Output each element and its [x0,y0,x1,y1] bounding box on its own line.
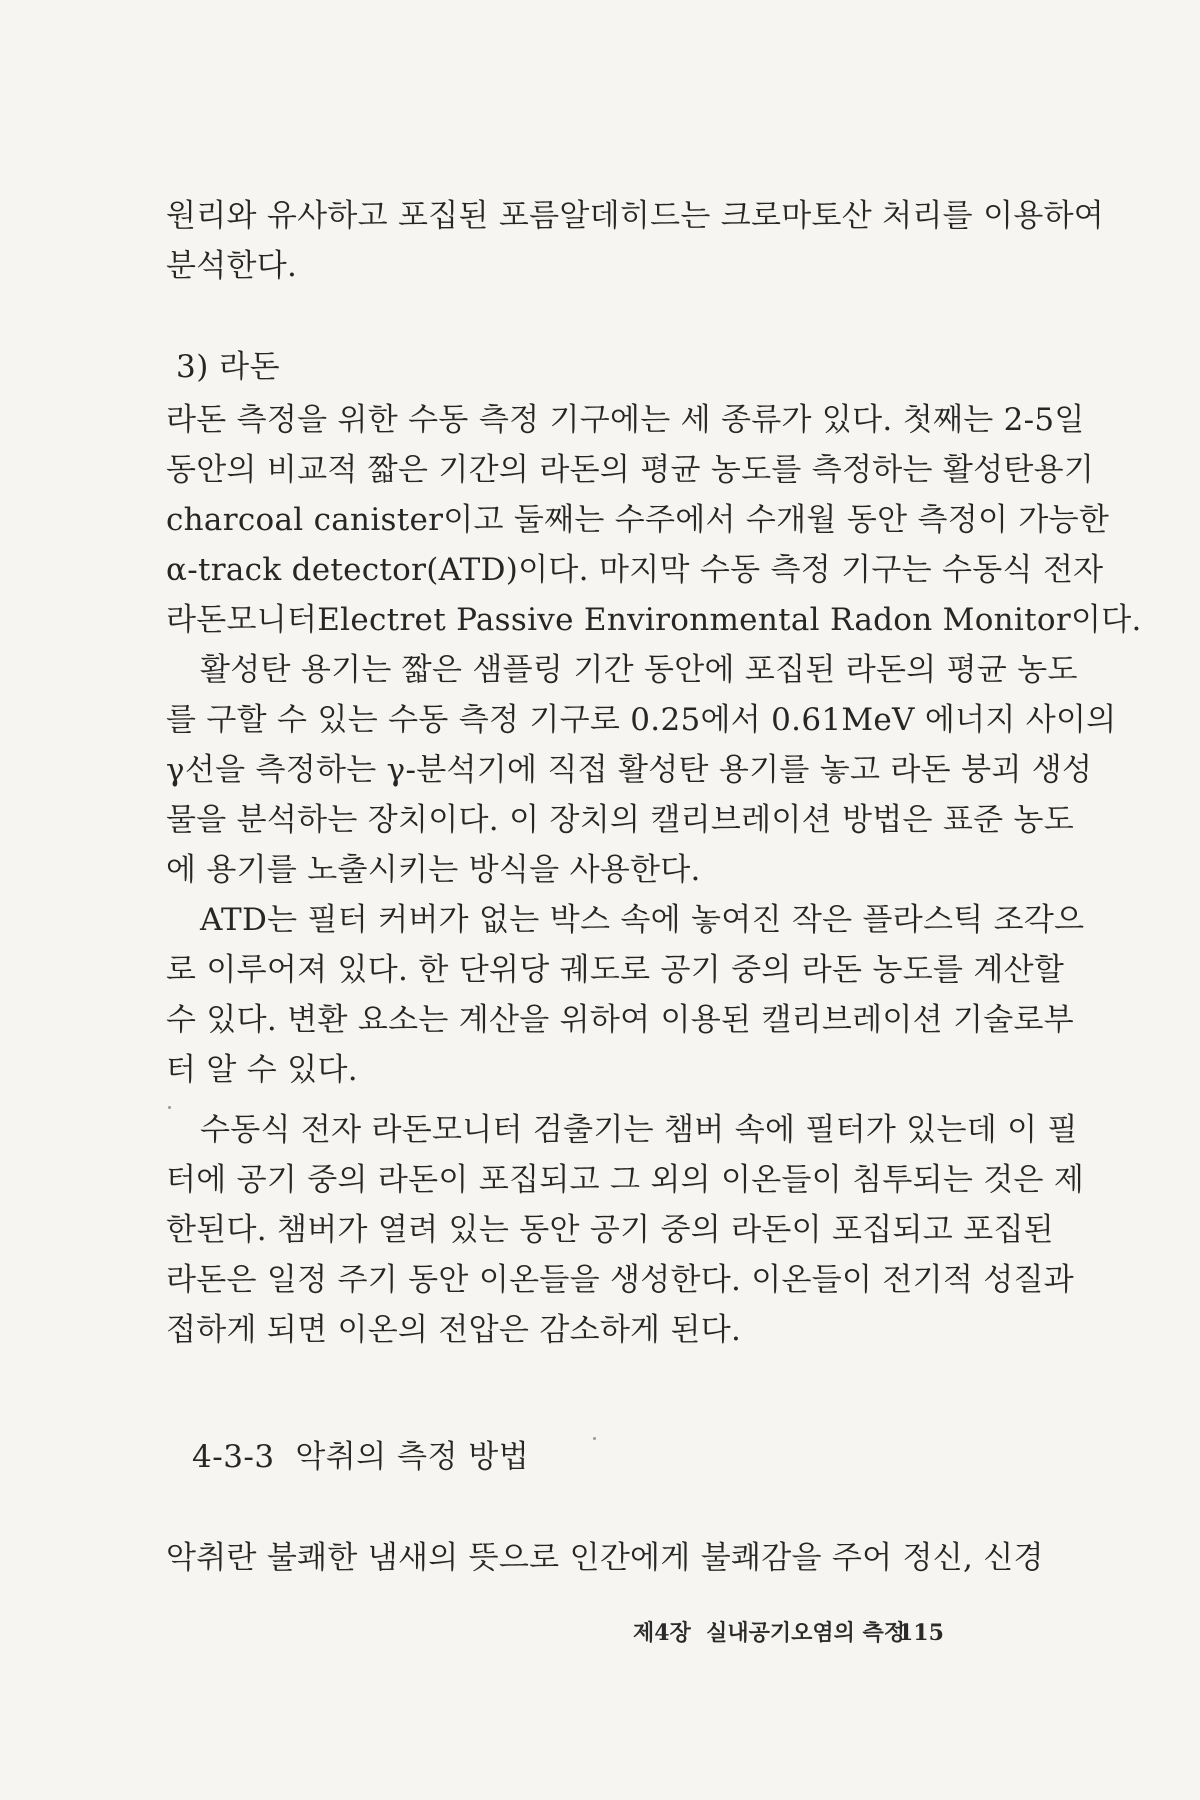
body-text-line: charcoal canister이고 둘째는 수주에서 수개월 동안 측정이 가능한 [166,502,1110,538]
body-text-line: 분석한다. [166,248,298,284]
paragraph-first-line: ATD는 필터 커버가 없는 박스 속에 놓여진 작은 플라스틱 조각으 [200,902,1085,938]
body-text-line: 물을 분석하는 장치이다. 이 장치의 캘리브레이션 방법은 표준 농도 [166,802,1075,838]
body-text-line: 악취란 불쾌한 냄새의 뜻으로 인간에게 불쾌감을 주어 정신, 신경 [166,1540,1044,1576]
page-number: 115 [898,1620,944,1646]
body-text-line: α-track detector(ATD)이다. 마지막 수동 측정 기구는 수동식 전자 [166,552,1104,588]
body-text-line: 라돈모니터Electret Passive Environmental Radon Monitor이다. [166,602,1142,638]
body-text-line: 접하게 되면 이온의 전압은 감소하게 된다. [166,1312,742,1348]
body-text-line: 에 용기를 노출시키는 방식을 사용한다. [166,852,701,888]
body-text-line: 터 알 수 있다. [166,1052,358,1088]
body-text-line: 를 구할 수 있는 수동 측정 기구로 0.25에서 0.61MeV 에너지 사이의 [166,702,1117,738]
section-heading-odor-measurement: 4-3-3 악취의 측정 방법 [192,1439,530,1475]
body-text-line: 한된다. 챔버가 열려 있는 동안 공기 중의 라돈이 포집되고 포집된 [166,1212,1054,1248]
paragraph-first-line: 활성탄 용기는 짧은 샘플링 기간 동안에 포집된 라돈의 평균 농도 [200,652,1078,688]
dust-speck [168,1106,171,1109]
body-text-line: 라돈 측정을 위한 수동 측정 기구에는 세 종류가 있다. 첫째는 2-5일 [166,402,1085,438]
body-text-line: 수 있다. 변환 요소는 계산을 위하여 이용된 캘리브레이션 기술로부 [166,1002,1075,1038]
dust-speck [593,1437,596,1440]
body-text-line: 라돈은 일정 주기 동안 이온들을 생성한다. 이온들이 전기적 성질과 [166,1262,1075,1298]
section-heading-radon: 3) 라돈 [176,349,281,385]
body-text-line: 원리와 유사하고 포집된 포름알데히드는 크로마토산 처리를 이용하여 [166,198,1105,234]
body-text-line: γ선을 측정하는 γ-분석기에 직접 활성탄 용기를 놓고 라돈 붕괴 생성 [166,752,1093,788]
body-text-line: 동안의 비교적 짧은 기간의 라돈의 평균 농도를 측정하는 활성탄용기 [166,452,1095,488]
body-text-line: 로 이루어져 있다. 한 단위당 궤도로 공기 중의 라돈 농도를 계산할 [166,952,1065,988]
running-footer-chapter: 제4장 실내공기오염의 측정 [633,1620,906,1646]
body-text-line: 터에 공기 중의 라돈이 포집되고 그 외의 이온들이 침투되는 것은 제 [166,1162,1085,1198]
paragraph-first-line: 수동식 전자 라돈모니터 검출기는 챔버 속에 필터가 있는데 이 필 [200,1112,1078,1148]
